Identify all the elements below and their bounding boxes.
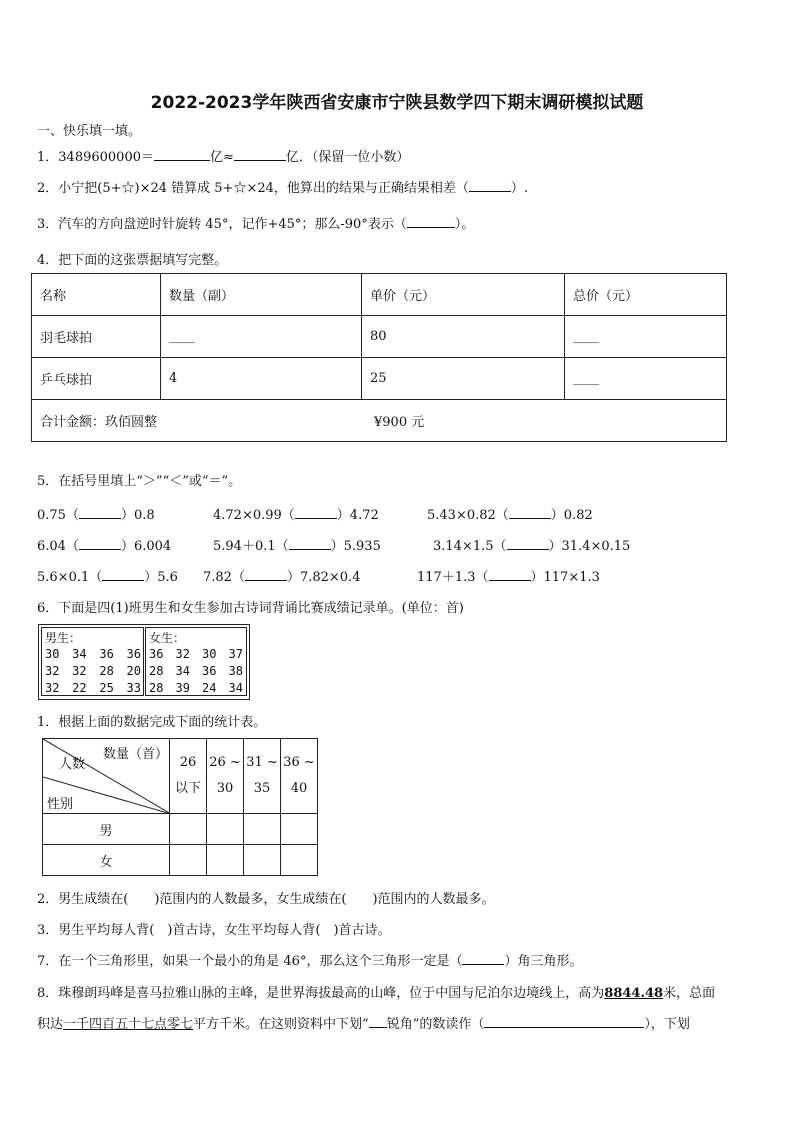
stat-row xyxy=(43,814,318,845)
stat-corner-cell xyxy=(43,739,170,814)
q8-text-e: ”的数读作（ xyxy=(412,1017,485,1032)
receipt-total-cell xyxy=(32,400,727,442)
compare-blank[interactable] xyxy=(245,568,287,581)
compare-item: 3.14×1.5（ ）31.4×0.15 xyxy=(433,539,631,554)
compare-item: 7.82（ ）7.82×0.4 xyxy=(203,570,361,585)
compare-blank[interactable] xyxy=(509,506,551,519)
q8-text-f: ），下划 xyxy=(644,1017,690,1032)
compare-blank[interactable] xyxy=(79,506,121,519)
compare-item: 5.94＋0.1（ ）5.935 xyxy=(213,539,381,554)
receipt-header: 名称 xyxy=(32,274,161,316)
girls-label: 女生： xyxy=(149,631,186,645)
q7-text: 7．在一个三角形里，如果一个最小的角是 46°，那么这个三角形一定是（ xyxy=(37,954,463,969)
receipt-blank-cell[interactable]: ____ xyxy=(161,316,362,358)
q2-text: 2．小宁把(5+☆)×24 错算成 5+☆×24，他算出的结果与正确结果相差（ xyxy=(37,181,469,196)
q8-text-d: 平方千米。在这则资料中下划“ xyxy=(193,1017,369,1032)
compare-item: 5.43×0.82（ ）0.82 xyxy=(427,508,593,523)
corner-label-gender: 性别 xyxy=(47,797,74,812)
question-3 xyxy=(37,213,474,232)
stat-cell[interactable] xyxy=(244,814,281,845)
stat-col-header: 26 以下 xyxy=(170,739,207,814)
score-record xyxy=(38,624,250,700)
q1-blank-1[interactable] xyxy=(154,148,210,161)
question-6-2: 2．男生成绩在( )范围内的人数最多，女生成绩在( )范围内的人数最多。 xyxy=(37,892,495,907)
q8-underline-blank xyxy=(369,1015,387,1028)
receipt-header: 数量（副） xyxy=(161,274,362,316)
stat-col-header: 31 ~ 35 xyxy=(244,739,281,814)
q8-text-a: 8．珠穆朗玛峰是喜马拉雅山脉的主峰，是世界海拔最高的山峰，位于中国与尼泊尔边境线上，高为 xyxy=(37,986,605,1001)
stat-cell[interactable] xyxy=(207,814,244,845)
boys-label: 男生： xyxy=(45,631,82,645)
compare-item: 4.72×0.99（ ）4.72 xyxy=(213,508,379,523)
compare-item: 6.04（ ）6.004 xyxy=(37,539,172,554)
girls-scores xyxy=(145,627,247,696)
boys-grid xyxy=(45,646,141,697)
question-6-3: 3．男生平均每人背( )首古诗，女生平均每人背( )首古诗。 xyxy=(37,923,391,938)
q1-text-b: 亿≈ xyxy=(209,150,234,165)
compare-blank[interactable] xyxy=(102,568,144,581)
score-row: 36 32 30 37 xyxy=(149,647,243,661)
receipt-blank-cell[interactable]: ____ xyxy=(565,316,727,358)
question-6-1: 1．根据上面的数据完成下面的统计表。 xyxy=(37,715,267,730)
score-row: 28 34 36 38 xyxy=(149,664,243,678)
stat-row xyxy=(43,845,318,876)
q3-text-end: ）。 xyxy=(454,217,475,232)
question-6: 6．下面是四(1)班男生和女生参加古诗词背诵比赛成绩记录单。(单位：首) xyxy=(37,601,464,616)
question-2 xyxy=(37,177,528,196)
compare-blank[interactable] xyxy=(289,537,331,550)
stat-cell[interactable] xyxy=(244,845,281,876)
receipt-cell: 乒乓球拍 xyxy=(32,358,161,400)
receipt-total-label: 合计金额：玖佰圆整 xyxy=(40,415,158,430)
q1-text-c: 亿．（保留一位小数） xyxy=(285,150,410,165)
receipt-cell: 80 xyxy=(362,316,565,358)
question-8-line-2 xyxy=(37,1013,690,1032)
page-title: 2022-2023学年陕西省安康市宁陕县数学四下期末调研模拟试题 xyxy=(150,93,644,113)
stat-col-header: 26 ~ 30 xyxy=(207,739,244,814)
receipt-row xyxy=(32,358,727,400)
stat-cell[interactable] xyxy=(170,845,207,876)
q1-text-a: 1．3489600000＝ xyxy=(37,150,154,165)
stat-cell[interactable] xyxy=(207,845,244,876)
q7-blank[interactable] xyxy=(462,952,504,965)
compare-blank[interactable] xyxy=(295,506,337,519)
score-row: 28 39 24 34 xyxy=(149,681,243,695)
receipt-cell: 4 xyxy=(161,358,362,400)
section-heading: 一、快乐填一填。 xyxy=(37,124,142,139)
receipt-cell: 羽毛球拍 xyxy=(32,316,161,358)
q8-blank[interactable] xyxy=(484,1015,644,1028)
compare-blank[interactable] xyxy=(79,537,121,550)
compare-blank[interactable] xyxy=(507,537,549,550)
stat-header-row xyxy=(43,739,318,814)
stat-row-label: 女 xyxy=(43,845,170,876)
stat-col-header: 36 ~ 40 xyxy=(281,739,318,814)
receipt-blank-cell[interactable]: ____ xyxy=(565,358,727,400)
q8-area-value: 一千四百五十七点零七 xyxy=(63,1017,194,1032)
stat-row-label: 男 xyxy=(43,814,170,845)
receipt-header: 单价（元） xyxy=(362,274,565,316)
q2-blank[interactable] xyxy=(469,179,511,192)
q2-text-end: ）. xyxy=(510,181,529,196)
receipt-header: 总价（元） xyxy=(565,274,727,316)
stat-cell[interactable] xyxy=(281,845,318,876)
receipt-header-row xyxy=(32,274,727,316)
receipt-total-row xyxy=(32,400,727,442)
stat-table xyxy=(42,738,318,876)
receipt-cell: 25 xyxy=(362,358,565,400)
receipt-row xyxy=(32,316,727,358)
question-8-line-1 xyxy=(37,982,715,1001)
q7-text-end: ）角三角形。 xyxy=(504,954,583,969)
q3-blank[interactable] xyxy=(407,215,455,228)
score-row: 32 32 28 20 xyxy=(45,664,141,678)
stat-cell[interactable] xyxy=(281,814,318,845)
q8-height-value: 8844.48 xyxy=(604,986,664,1001)
question-4: 4．把下面的这张票据填写完整。 xyxy=(37,253,228,268)
boys-scores xyxy=(41,627,144,696)
score-row: 32 22 25 33 xyxy=(45,681,141,695)
compare-blank[interactable] xyxy=(489,568,531,581)
compare-item: 0.75（ ）0.8 xyxy=(37,508,155,523)
receipt-table xyxy=(31,273,727,442)
girls-grid xyxy=(149,646,243,697)
score-row: 30 34 36 36 xyxy=(45,647,141,661)
q8-word: 锐角 xyxy=(386,1017,413,1032)
receipt-total-value: ¥900 元 xyxy=(374,415,425,430)
corner-label-people: 人数 xyxy=(59,757,86,772)
q3-text: 3．汽车的方向盘逆时针旋转 45°，记作+45°；那么-90°表示（ xyxy=(37,217,407,232)
q8-text-c: 积达 xyxy=(37,1017,64,1032)
corner-label-quantity: 数量（首） xyxy=(103,747,169,762)
question-1 xyxy=(37,146,409,165)
compare-item: 117＋1.3（ ）117×1.3 xyxy=(417,570,600,585)
stat-cell[interactable] xyxy=(170,814,207,845)
q8-text-b: 米，总面 xyxy=(663,986,716,1001)
compare-item: 5.6×0.1（ ）5.6 xyxy=(37,570,178,585)
question-5: 5．在括号里填上“＞”“＜”或“＝”。 xyxy=(37,474,242,489)
question-7 xyxy=(37,950,582,969)
q1-blank-2[interactable] xyxy=(234,148,286,161)
